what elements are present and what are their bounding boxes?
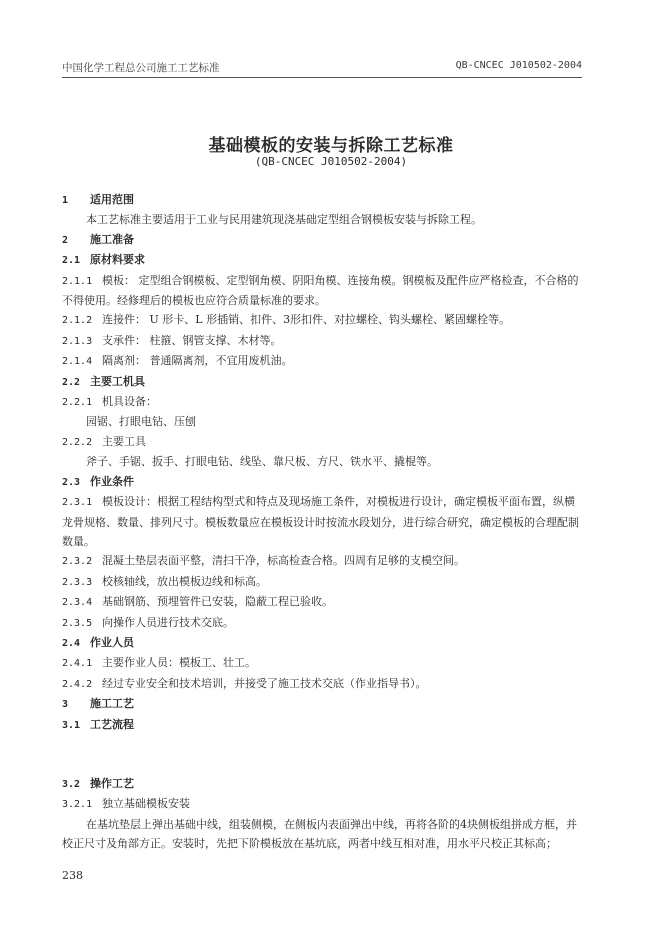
section-heading: 3 施工工艺: [62, 697, 134, 711]
subsection-heading: 2.1 原材料要求: [62, 253, 145, 267]
clause: 2.1.4 隔离剂： 普通隔离剂，不宜用废机油。: [62, 354, 293, 368]
paragraph: 在基坑垫层上弹出基础中线，组装侧模，在侧板内表面弹出中线，再将各阶的4块侧板组拼成方框，并校正尺寸及角部方正。安装时，先把下阶模板放在基坑底，两者中线互相对准，用水平尺校正其标高；: [62, 817, 577, 851]
subsection-heading: 2.2 主要工机具: [62, 374, 145, 388]
subsection-heading: 3.1 工艺流程: [62, 717, 134, 731]
section-heading: 1 适用范围: [62, 193, 134, 206]
document-title: 基础模板的安装与拆除工艺标准: [208, 136, 454, 156]
header-right-code: QB-CNCEC J010502-2004: [455, 60, 582, 71]
document-body: [62, 190, 584, 854]
clause: 2.1.3 支承件： 柱箍、钢管支撑、木材等。: [62, 333, 282, 347]
clause: 2.3.5 向操作人员进行技术交底。: [62, 615, 234, 629]
clause: 2.3.4 基础钢筋、预埋管件已安装，隐蔽工程已验收。: [62, 595, 333, 609]
blank-space: [62, 735, 584, 774]
subsection-heading: 2.4 作业人员: [62, 635, 134, 649]
section-heading: 2 施工准备: [62, 232, 134, 246]
clause: 2.3.3 校核轴线，放出模板边线和标高。: [62, 574, 267, 588]
header-left-text: 中国化学工程总公司施工工艺标准: [62, 62, 220, 74]
clause: 2.1.1 模板： 定型组合钢模板、定型钢角模、阴阳角模、连接角模。钢模板及配件应严格检查，不合格的不得使用。经修理后的模板也应符合质量标准的要求。: [62, 273, 579, 308]
document-subtitle: (QB-CNCEC J010502-2004): [254, 155, 408, 168]
subsection-heading: 3.2 操作工艺: [62, 776, 134, 790]
clause: 3.2.1 独立基础模板安装: [62, 797, 190, 811]
clause: 2.3.2 混凝土垫层表面平整，清扫干净，标高检查合格。四周有足够的支模空间。: [62, 554, 465, 568]
clause: 2.1.2 连接件： U 形卡、L 形插销、扣件、3形扣件、对拉螺栓、钩头螺栓、紧固螺栓等。: [62, 313, 511, 327]
clause: 2.4.1 主要作业人员：模板工、壮工。: [62, 656, 256, 670]
clause: 2.2.1 机具设备：: [62, 395, 157, 409]
paragraph: 本工艺标准主要适用于工业与民用建筑现浇基础定型组合钢模板安装与拆除工程。: [86, 213, 482, 227]
page-header: [62, 60, 582, 76]
page-number: 238: [62, 869, 83, 882]
subsection-heading: 2.3 作业条件: [62, 474, 134, 488]
item-list: 斧子、手锯、扳手、打眼电钻、线坠、靠尺板、方尺、铁水平、撬棍等。: [86, 455, 438, 469]
clause: 2.3.1 模板设计：根据工程结构型式和特点及现场施工条件，对模板进行设计，确定模板平面布置，纵横龙骨规格、数量、排列尺寸。模板数量应在模板设计时按流水段划分，进行综合研究，确定模板的合理配制数量。: [62, 495, 579, 548]
header-rule: [62, 77, 582, 78]
clause: 2.4.2 经过专业安全和技术培训，并接受了施工技术交底（作业指导书）。: [62, 676, 427, 690]
clause: 2.2.2 主要工具: [62, 434, 146, 448]
item-list: 园锯、打眼电钻、压刨: [86, 415, 196, 429]
